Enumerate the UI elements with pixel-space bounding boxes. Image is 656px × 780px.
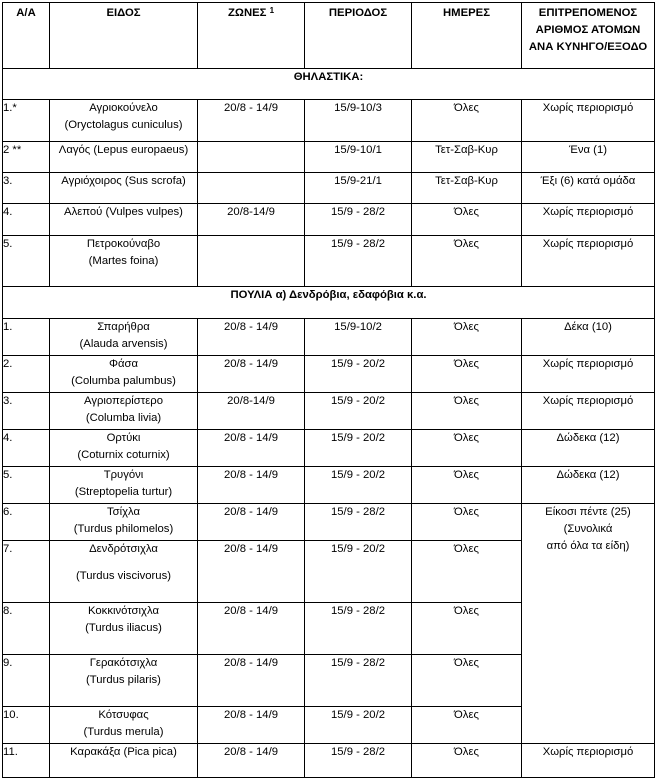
cell-species [50,173,198,204]
cell-species [50,430,198,467]
table-row [3,504,655,541]
species-name: Γερακότσιχλα [89,657,158,669]
cell-days: Όλες [412,504,522,541]
cell-days: Όλες [412,393,522,430]
table-row [3,319,655,356]
cell-limit-thrushes [522,504,655,744]
cell-limit: Δέκα (10) [522,319,655,356]
table-row [3,393,655,430]
species-latin: (Streptopelia turtur) [74,486,173,498]
species-latin: (Turdus viscivorus) [76,570,171,582]
cell-aa: 2 ** [3,142,50,173]
species-latin: (Turdus philomelos) [73,523,174,535]
cell-zones: 20/8 - 14/9 [198,504,305,541]
species-name: Πετροκούναβο [86,238,161,250]
cell-species [50,204,198,236]
header-limit [522,3,655,69]
cell-days: Όλες [412,744,522,778]
species-name: Καρακάξα (Pica pica) [70,746,177,758]
header-species: ΕΙΔΟΣ [50,3,198,69]
table-row [3,430,655,467]
cell-species [50,707,198,744]
cell-zones: 20/8-14/9 [198,204,305,236]
thrush-limit-line3: από όλα τα είδη) [546,540,630,552]
cell-limit: Χωρίς περιορισμό [522,393,655,430]
cell-days: Όλες [412,356,522,393]
cell-period: 15/9 - 20/2 [305,430,412,467]
cell-limit: Χωρίς περιορισμό [522,100,655,142]
cell-period: 15/9 - 28/2 [305,603,412,655]
cell-aa: 6. [3,504,50,541]
species-name: Αλεπού (Vulpes vulpes) [64,206,183,218]
cell-species [50,541,198,603]
cell-period: 15/9-10/2 [305,319,412,356]
species-name: Τσίχλα [106,506,141,518]
cell-period: 15/9 - 28/2 [305,504,412,541]
header-zones-label: ΖΩΝΕΣ [227,7,267,19]
cell-aa: 10. [3,707,50,744]
cell-zones [198,142,305,173]
cell-days: Όλες [412,204,522,236]
species-latin: (Columba livia) [85,412,162,424]
species-latin: (Alauda arvensis) [79,338,168,350]
species-name: Δενδρότσιχλα [89,543,158,555]
cell-zones: 20/8 - 14/9 [198,430,305,467]
section-title-birds: ΠΟΥΛΙΑ α) Δενδρόβια, εδαφόβια κ.α. [3,287,655,319]
cell-period: 15/9-21/1 [305,173,412,204]
cell-period: 15/9 - 20/2 [305,467,412,504]
cell-days: Όλες [412,236,522,287]
cell-species [50,603,198,655]
cell-aa: 7. [3,541,50,603]
cell-aa: 4. [3,430,50,467]
species-name: Αγριόχοιρος (Sus scrofa) [61,175,186,187]
header-aa: Α/Α [3,3,50,69]
header-zones [198,3,305,69]
cell-limit: Χωρίς περιορισμό [522,356,655,393]
species-latin: (Turdus iliacus) [85,622,162,634]
cell-aa: 11. [3,744,50,778]
cell-aa: 5. [3,467,50,504]
cell-species [50,356,198,393]
cell-zones: 20/8 - 14/9 [198,100,305,142]
species-latin: (Turdus merula) [83,726,164,738]
cell-aa: 5. [3,236,50,287]
cell-days: Όλες [412,707,522,744]
species-name: Αγριοπερίστερο [84,395,163,407]
cell-species [50,393,198,430]
cell-period: 15/9 - 28/2 [305,236,412,287]
cell-days: Όλες [412,655,522,707]
species-name: Τρυγόνι [103,469,144,481]
cell-period: 15/9-10/1 [305,142,412,173]
header-zones-footnote: 1 [269,6,275,15]
cell-species [50,504,198,541]
table-row [3,356,655,393]
cell-species [50,467,198,504]
header-period: ΠΕΡΙΟΔΟΣ [305,3,412,69]
cell-period: 15/9 - 28/2 [305,744,412,778]
cell-zones: 20/8 - 14/9 [198,603,305,655]
cell-species [50,655,198,707]
cell-species [50,100,198,142]
section-row [3,287,655,319]
cell-zones: 20/8 - 14/9 [198,467,305,504]
species-name: Σπαρήθρα [97,321,150,333]
cell-zones: 20/8 - 14/9 [198,744,305,778]
species-name: Φάσα [108,358,139,370]
cell-limit: Δώδεκα (12) [522,430,655,467]
cell-aa: 4. [3,204,50,236]
cell-zones [198,173,305,204]
header-limit-line1: ΕΠΙΤΡΕΠΟΜΕΝΟΣ [538,7,638,19]
cell-days: Όλες [412,603,522,655]
species-latin: (Columba palumbus) [71,375,176,387]
cell-days: Όλες [412,100,522,142]
cell-period: 15/9 - 20/2 [305,707,412,744]
cell-aa: 8. [3,603,50,655]
header-days: ΗΜΕΡΕΣ [412,3,522,69]
cell-zones: 20/8 - 14/9 [198,655,305,707]
cell-period: 15/9 - 20/2 [305,356,412,393]
cell-limit: Χωρίς περιορισμό [522,236,655,287]
cell-period: 15/9 - 28/2 [305,204,412,236]
table-row [3,173,655,204]
species-name: Κότσυφας [98,709,149,721]
cell-species [50,319,198,356]
cell-days: Τετ-Σαβ-Κυρ [412,142,522,173]
species-name: Αγριοκούνελο [89,102,158,114]
cell-aa: 3. [3,173,50,204]
cell-period: 15/9-10/3 [305,100,412,142]
cell-zones: 20/8-14/9 [198,393,305,430]
table-row [3,236,655,287]
species-latin: (Turdus pilaris) [86,674,161,686]
species-latin: (Martes foina) [88,255,159,267]
thrush-limit-line2: (Συνολικά [563,523,613,535]
header-limit-line3: ΑΝΑ ΚΥΝΗΓΟ/ΕΞΟΔΟ [528,41,648,53]
table-row [3,142,655,173]
species-name: Ορτύκι [106,432,141,444]
table-row [3,467,655,504]
cell-days: Τετ-Σαβ-Κυρ [412,173,522,204]
thrush-limit-line1: Είκοσι πέντε (25) [545,506,631,518]
cell-limit: Ένα (1) [522,142,655,173]
table-row [3,204,655,236]
cell-aa: 9. [3,655,50,707]
cell-days: Όλες [412,430,522,467]
cell-aa: 2. [3,356,50,393]
cell-species [50,744,198,778]
cell-aa: 1. [3,319,50,356]
cell-days: Όλες [412,319,522,356]
cell-period: 15/9 - 28/2 [305,655,412,707]
cell-limit: Έξι (6) κατά ομάδα [522,173,655,204]
cell-limit: Δώδεκα (12) [522,467,655,504]
species-latin: (Coturnix coturnix) [77,449,170,461]
species-name: Λαγός (Lepus europaeus) [58,144,189,156]
cell-zones: 20/8 - 14/9 [198,356,305,393]
cell-species [50,236,198,287]
cell-aa: 3. [3,393,50,430]
cell-aa: 1.* [3,100,50,142]
cell-period: 15/9 - 20/2 [305,393,412,430]
cell-days: Όλες [412,541,522,603]
cell-zones [198,236,305,287]
cell-zones: 20/8 - 14/9 [198,541,305,603]
cell-species [50,142,198,173]
section-row [3,69,655,100]
species-latin: (Oryctolagus cuniculus) [64,119,183,131]
cell-days: Όλες [412,467,522,504]
cell-zones: 20/8 - 14/9 [198,707,305,744]
cell-limit: Χωρίς περιορισμό [522,204,655,236]
cell-period: 15/9 - 20/2 [305,541,412,603]
table-row [3,100,655,142]
section-title-mammals: ΘΗΛΑΣΤΙΚΑ: [3,69,655,100]
hunting-table [2,2,655,778]
header-limit-line2: ΑΡΙΘΜΟΣ ΑΤΟΜΩΝ [535,24,641,36]
cell-zones: 20/8 - 14/9 [198,319,305,356]
table-row [3,744,655,778]
cell-limit: Χωρίς περιορισμό [522,744,655,778]
species-name: Κοκκινότσιχλα [88,605,159,617]
header-row [3,3,655,69]
